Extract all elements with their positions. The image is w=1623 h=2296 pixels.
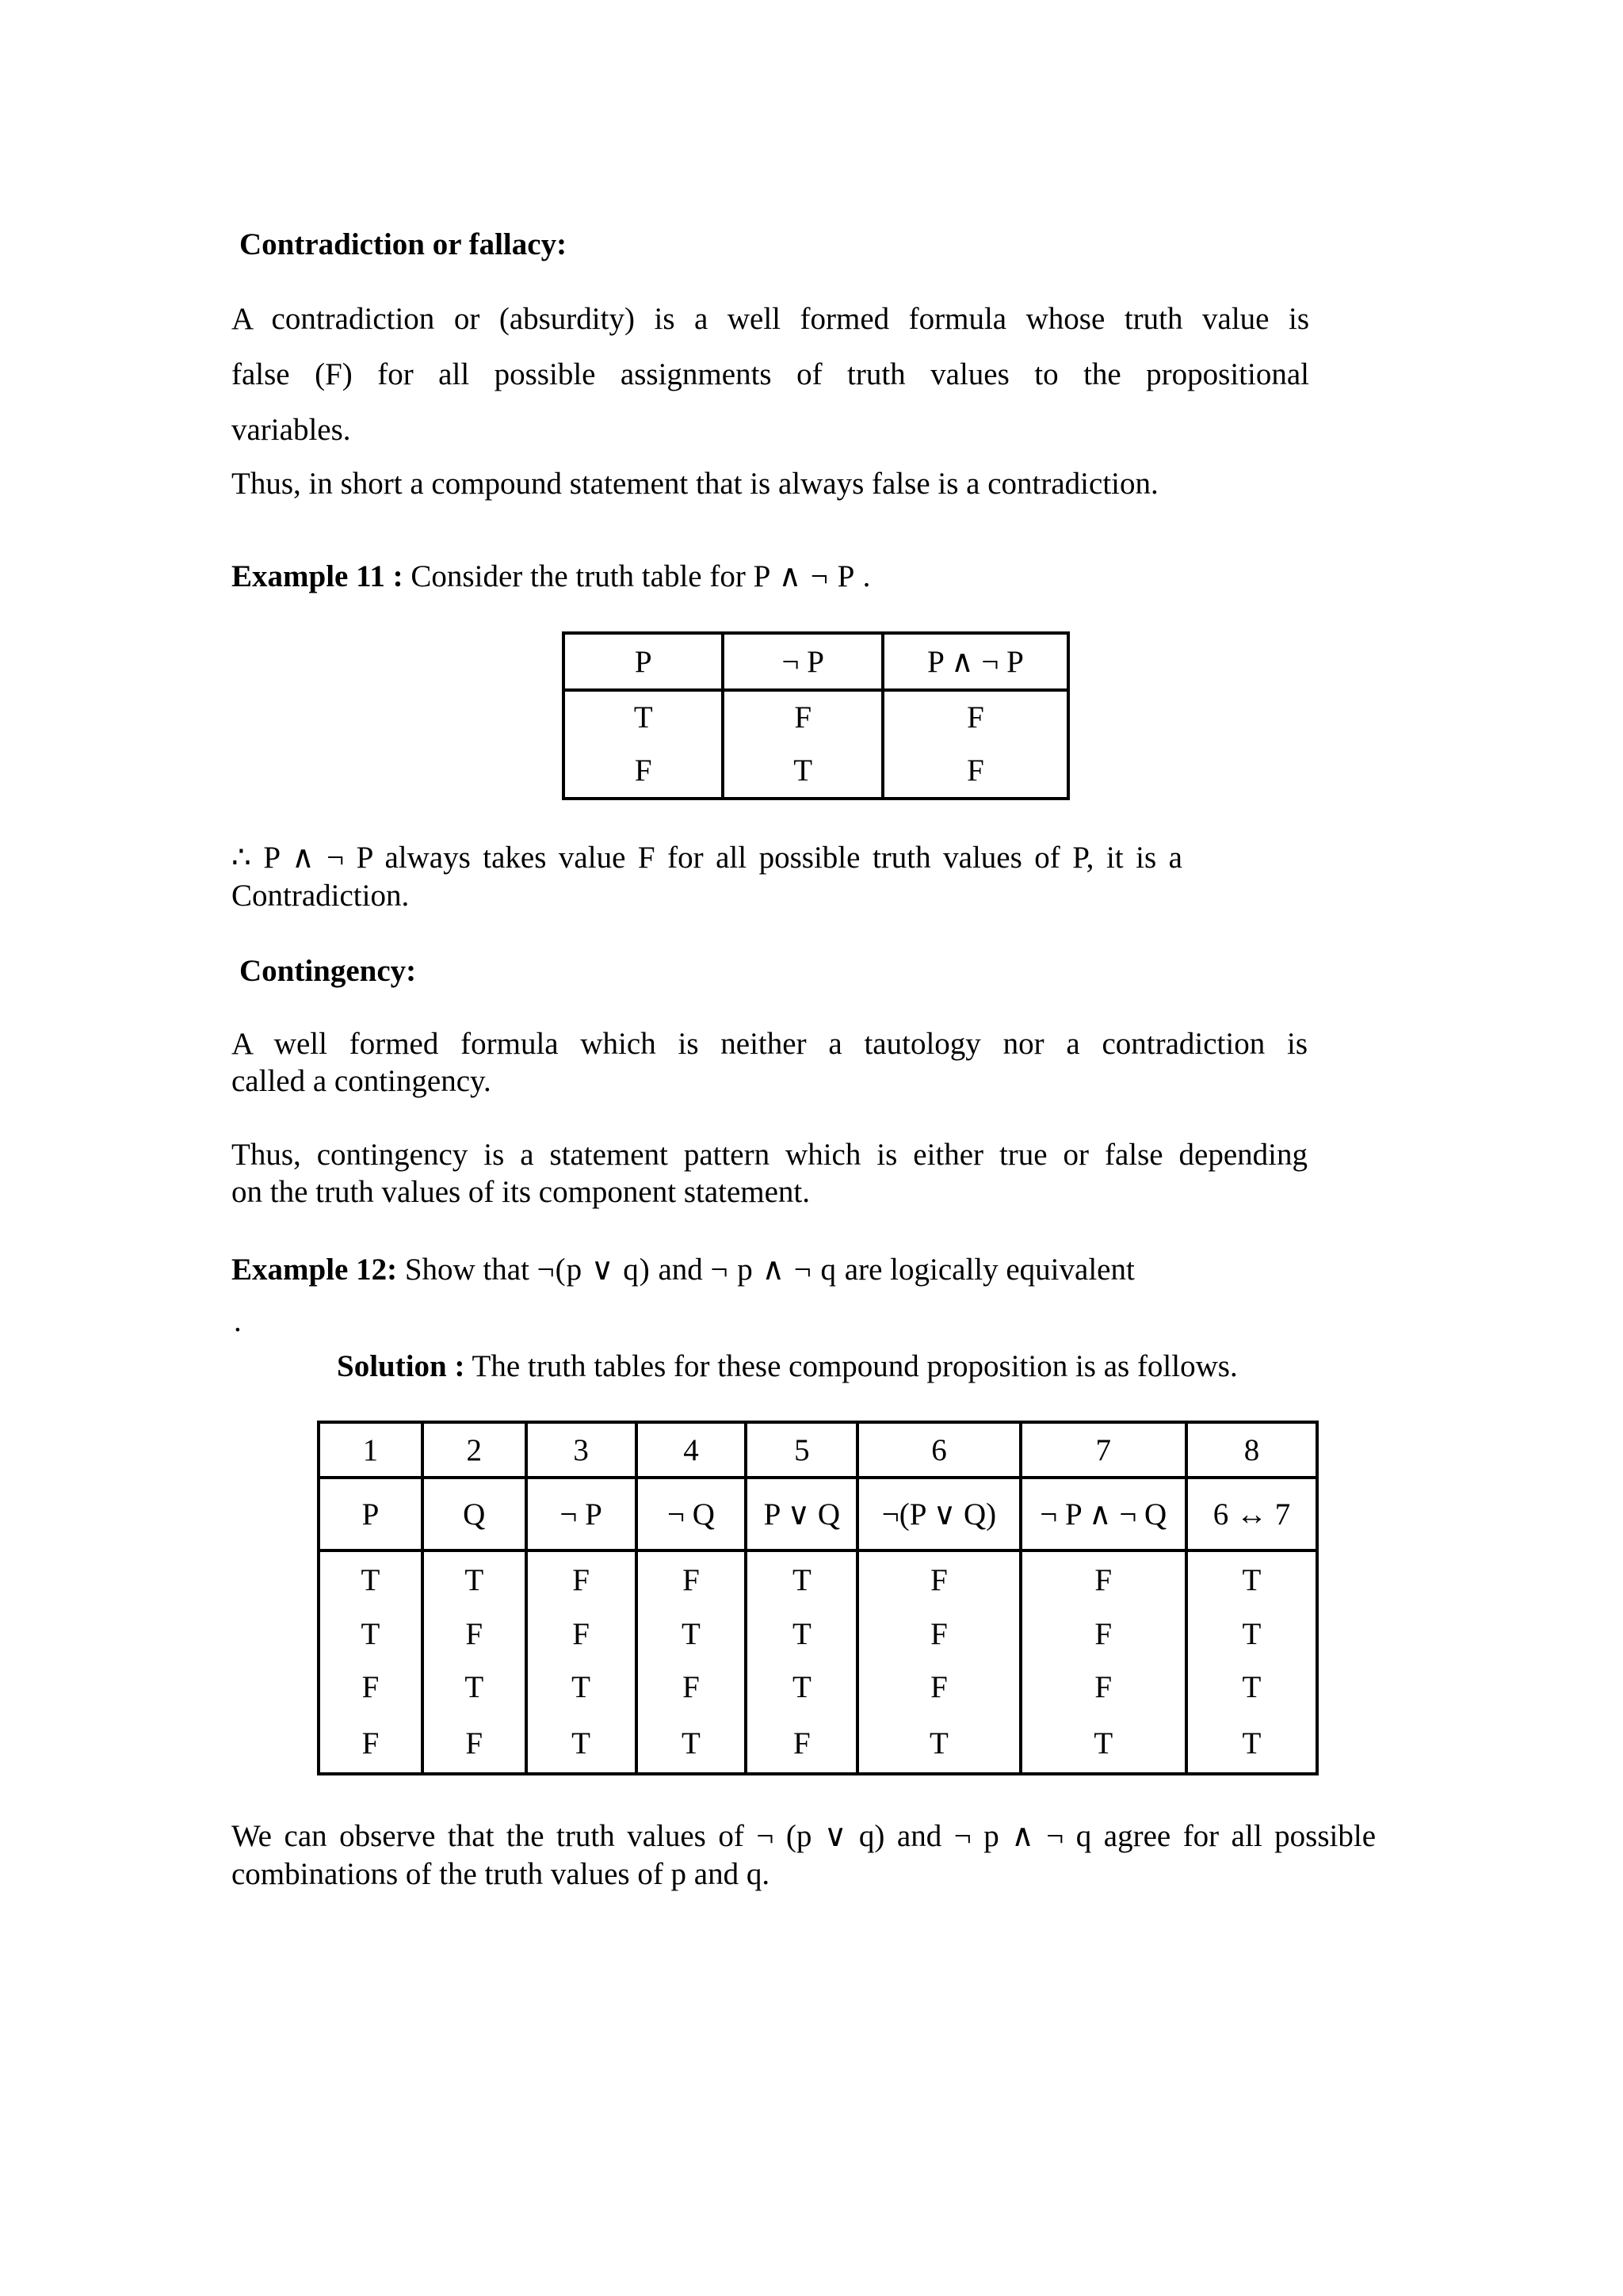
table-header-cell: 6 ↔ 7 (1186, 1478, 1317, 1550)
table-cell: T (1021, 1714, 1186, 1774)
section-heading-contingency: Contingency: (239, 954, 417, 988)
table-cell: F (883, 690, 1068, 743)
table-row (319, 1608, 1317, 1661)
column-number-cell: 7 (1021, 1422, 1186, 1478)
paragraph-line: Thus, in short a compound statement that is always false is a contradiction. (231, 467, 1159, 501)
table-cell: T (723, 743, 882, 799)
table-number-row (319, 1422, 1317, 1478)
observation-line: We can observe that the truth values of ¬ (p ∨ q) and ¬ p ∧ ¬ q agree for all possible (231, 1819, 1376, 1853)
table-header-row (319, 1478, 1317, 1550)
example-12-label: Example 12: (231, 1253, 398, 1287)
paragraph-line: variables. (231, 413, 351, 447)
example-12-formula-1: ¬(p ∨ q) (537, 1253, 651, 1287)
section-heading-contradiction: Contradiction or fallacy: (239, 227, 567, 261)
table-cell: F (723, 690, 882, 743)
table-cell: T (526, 1714, 636, 1774)
table-header-cell: ¬ P (723, 633, 882, 690)
table-cell: F (1021, 1608, 1186, 1661)
example-12-formula-2: ¬ p ∧ ¬ q (710, 1253, 838, 1287)
table-cell: F (857, 1550, 1020, 1608)
example-11-text: Consider the truth table for (411, 559, 746, 593)
observation-line: combinations of the truth values of p and q. (231, 1857, 770, 1891)
example-12-text: are logically equivalent (844, 1253, 1135, 1287)
table-cell: T (746, 1550, 857, 1608)
table-cell: F (319, 1714, 422, 1774)
table-cell: T (319, 1608, 422, 1661)
truth-table-example-12 (317, 1421, 1319, 1775)
table-header-cell: P (319, 1478, 422, 1550)
table-cell: F (636, 1661, 747, 1714)
stray-dot: . (234, 1304, 242, 1338)
paragraph-line: on the truth values of its component statement. (231, 1175, 811, 1209)
table-cell: T (1186, 1608, 1317, 1661)
table-cell: T (636, 1608, 747, 1661)
column-number-cell: 5 (746, 1422, 857, 1478)
table-cell: T (422, 1550, 526, 1608)
table-cell: F (746, 1714, 857, 1774)
solution-label: Solution : (337, 1349, 465, 1383)
paragraph-line: Thus, contingency is a statement pattern which is either true or false depending (231, 1138, 1308, 1172)
column-number-cell: 2 (422, 1422, 526, 1478)
column-number-cell: 8 (1186, 1422, 1317, 1478)
table-cell: T (636, 1714, 747, 1774)
table-header-row (563, 633, 1068, 690)
table-cell: F (422, 1608, 526, 1661)
table-cell: F (1021, 1550, 1186, 1608)
example-11-label: Example 11 : (231, 559, 403, 593)
example-12-text: and (658, 1253, 703, 1287)
table-cell: F (526, 1550, 636, 1608)
column-number-cell: 4 (636, 1422, 747, 1478)
table-header-cell: ¬ P (526, 1478, 636, 1550)
table-cell: F (857, 1661, 1020, 1714)
table-cell: F (526, 1608, 636, 1661)
column-number-cell: 3 (526, 1422, 636, 1478)
table-row (563, 690, 1068, 743)
table-cell: F (563, 743, 723, 799)
table-cell: T (746, 1608, 857, 1661)
table-row (319, 1550, 1317, 1608)
table-cell: F (1021, 1661, 1186, 1714)
paragraph-line: A contradiction or (absurdity) is a well formed formula whose truth value is (231, 302, 1309, 336)
example-11-formula: P ∧ ¬ P . (753, 559, 872, 593)
table-cell: T (1186, 1714, 1317, 1774)
table-header-cell: ¬(P ∨ Q) (857, 1478, 1020, 1550)
table-cell: T (1186, 1550, 1317, 1608)
paragraph-line: false (F) for all possible assignments of truth values to the propositional (231, 357, 1309, 391)
conclusion-line: Contradiction. (231, 879, 410, 913)
paragraph-line: A well formed formula which is neither a tautology nor a contradiction is (231, 1027, 1308, 1061)
column-number-cell: 1 (319, 1422, 422, 1478)
table-cell: F (857, 1608, 1020, 1661)
example-12 (231, 1252, 1135, 1287)
conclusion-line: ∴ P ∧ ¬ P always takes value F for all possible truth values of P, it is a (231, 841, 1182, 875)
table-cell: F (319, 1661, 422, 1714)
table-header-cell: ¬ P ∧ ¬ Q (1021, 1478, 1186, 1550)
table-cell: T (1186, 1661, 1317, 1714)
table-cell: T (746, 1661, 857, 1714)
truth-table-example-11 (562, 631, 1070, 800)
table-header-cell: ¬ Q (636, 1478, 747, 1550)
table-header-cell: P ∨ Q (746, 1478, 857, 1550)
column-number-cell: 6 (857, 1422, 1020, 1478)
table-cell: T (857, 1714, 1020, 1774)
table-cell: T (563, 690, 723, 743)
table-cell: T (526, 1661, 636, 1714)
table-header-cell: P ∧ ¬ P (883, 633, 1068, 690)
table-row (319, 1661, 1317, 1714)
paragraph-line: called a contingency. (231, 1064, 491, 1098)
example-12-text: Show that (404, 1253, 529, 1287)
table-row (563, 743, 1068, 799)
table-row (319, 1714, 1317, 1774)
example-11 (231, 559, 871, 594)
table-header-cell: Q (422, 1478, 526, 1550)
table-header-cell: P (563, 633, 723, 690)
table-cell: F (636, 1550, 747, 1608)
table-cell: F (422, 1714, 526, 1774)
solution (337, 1348, 1238, 1384)
table-cell: T (319, 1550, 422, 1608)
table-cell: T (422, 1661, 526, 1714)
table-cell: F (883, 743, 1068, 799)
solution-text: The truth tables for these compound proposition is as follows. (472, 1349, 1238, 1383)
